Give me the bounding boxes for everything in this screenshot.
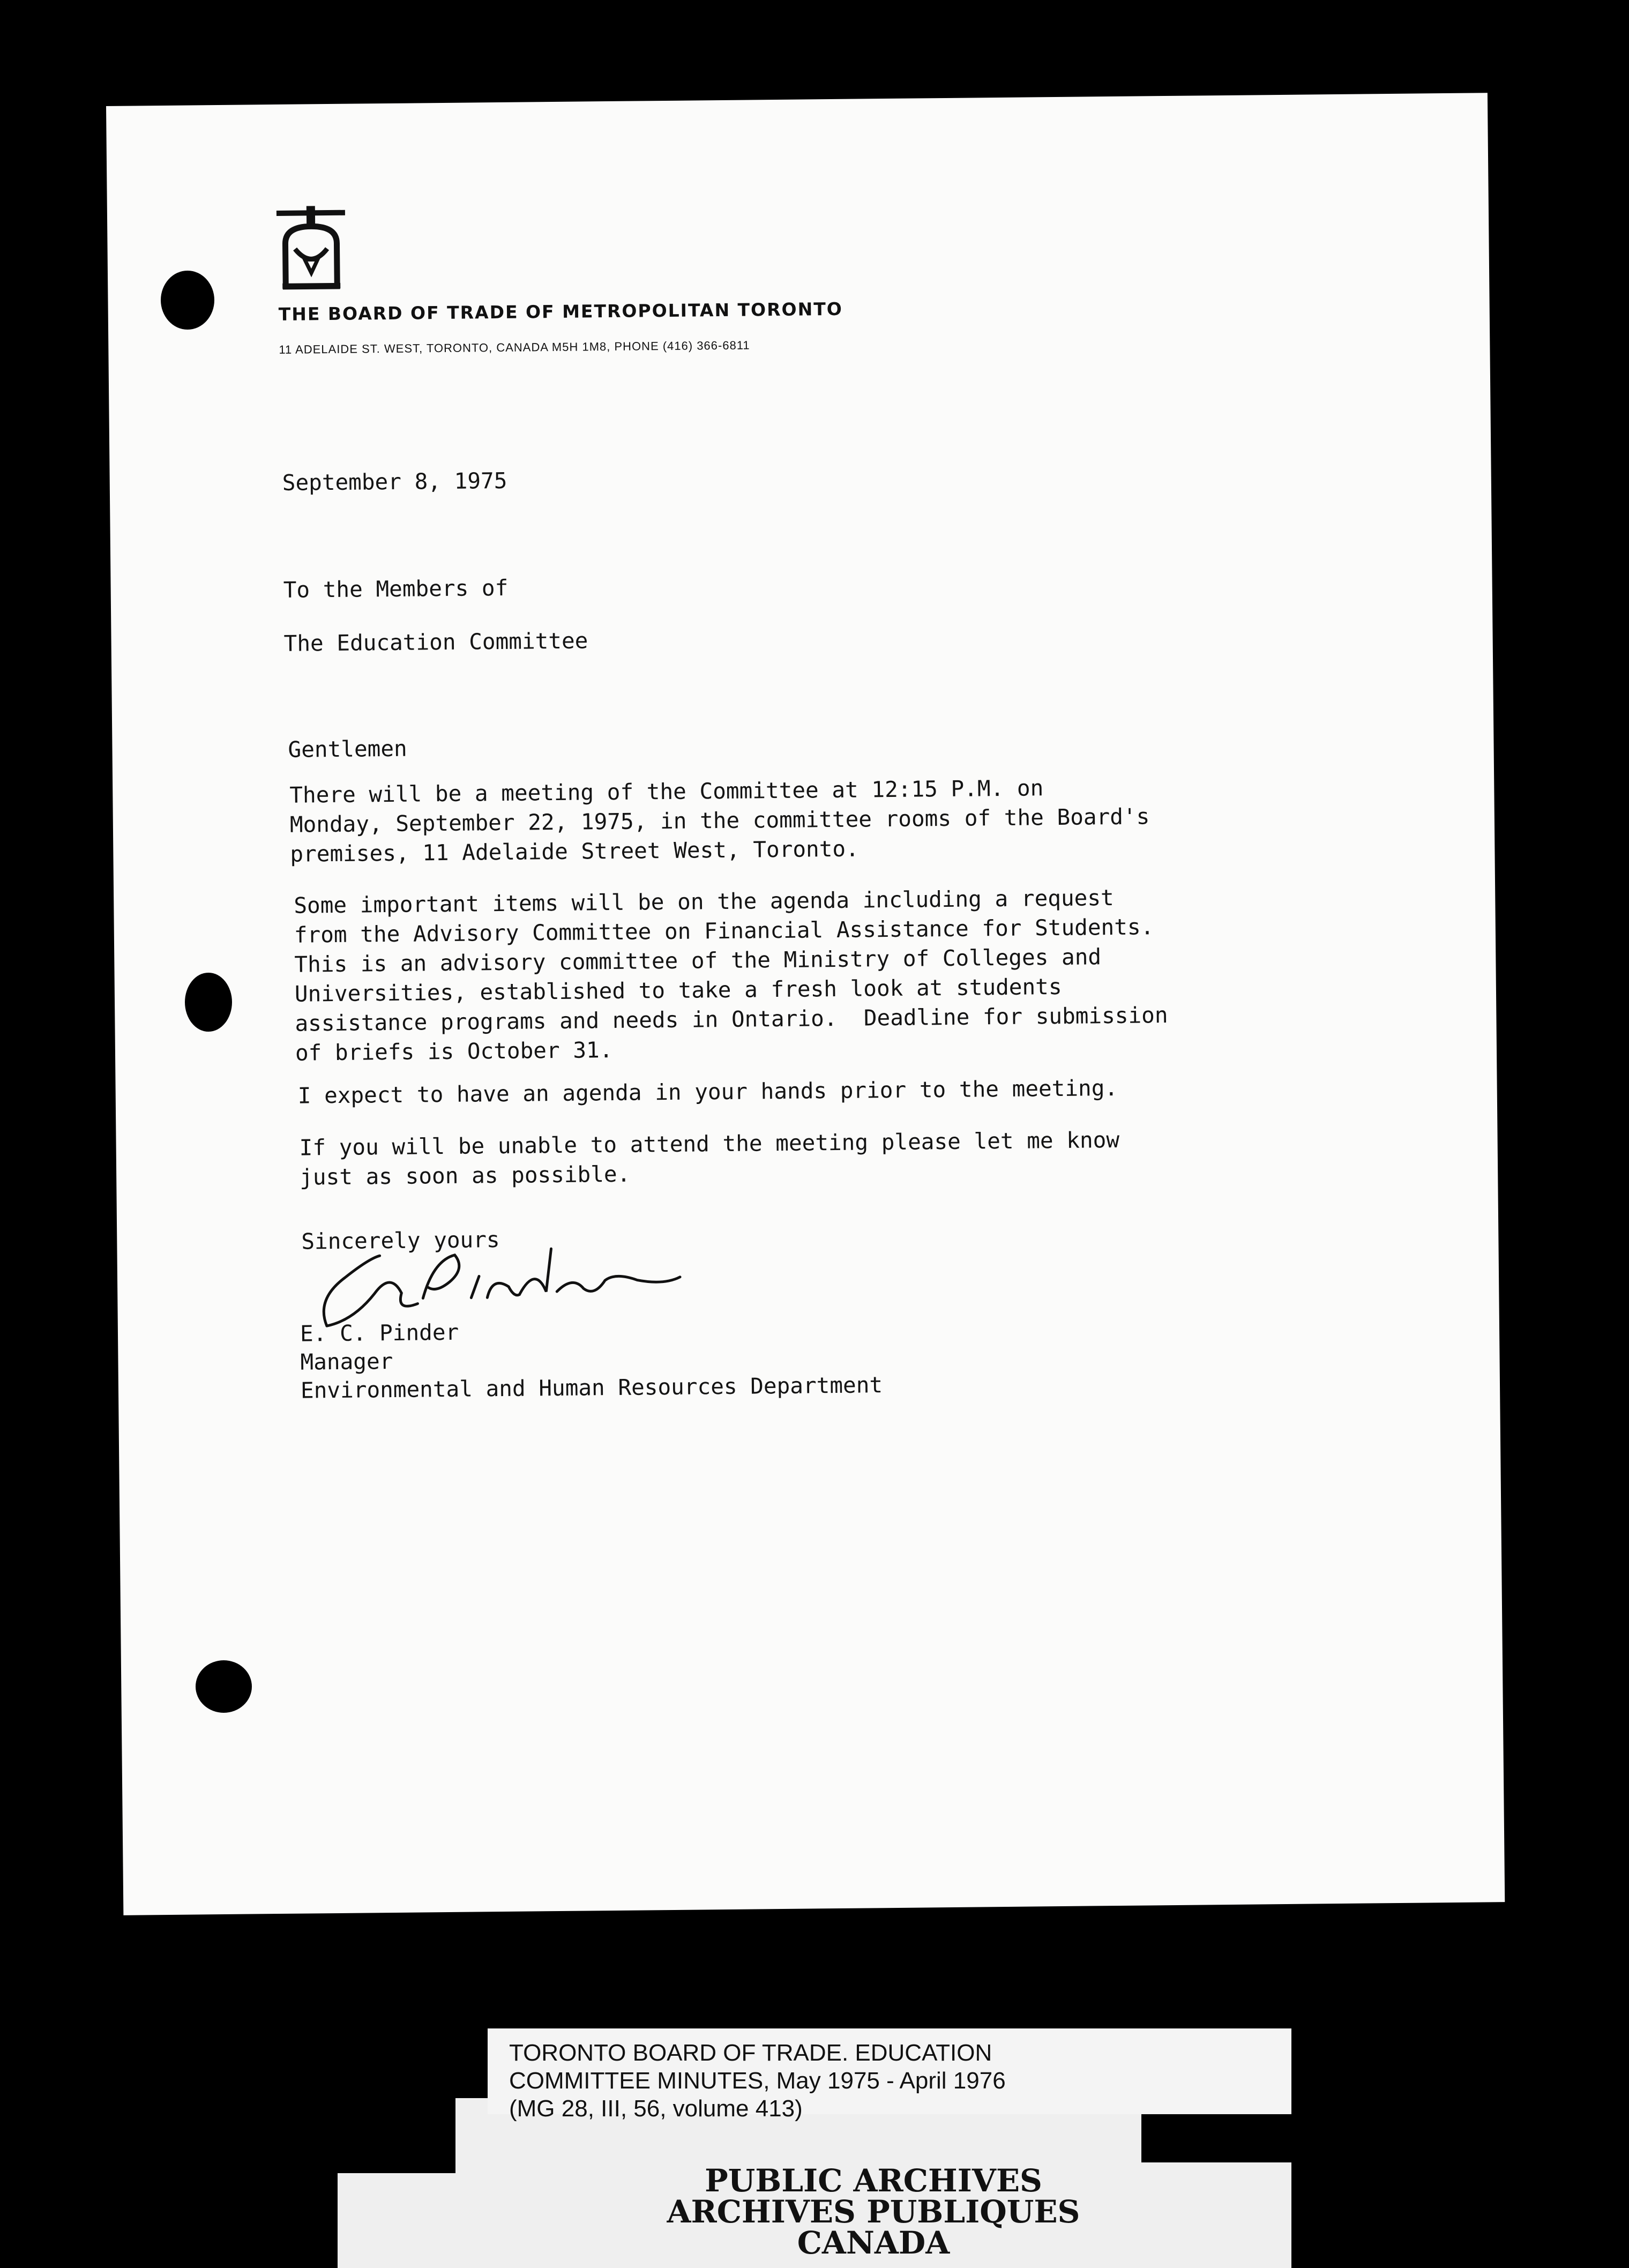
recipient-line-2: The Education Committee [283, 628, 588, 656]
punch-hole-middle [185, 973, 232, 1032]
archives-stamp [606, 2162, 1141, 2261]
paragraph-line: I expect to have an agenda in your hands prior to the meeting. [297, 1075, 1118, 1109]
paragraph-line: of briefs is October 31. [295, 1037, 613, 1066]
paragraph-line: Universities, established to take a fresh look at students [294, 973, 1062, 1007]
archive-label-line: COMMITTEE MINUTES, May 1975 - April 1976 [509, 2068, 1006, 2094]
signer-department: Environmental and Human Resources Department [300, 1372, 883, 1404]
archive-label-line: (MG 28, III, 56, volume 413) [509, 2095, 803, 2122]
paragraph-line: If you will be unable to attend the meeting please let me know [299, 1126, 1120, 1161]
archives-stamp-line: CANADA [797, 2225, 950, 2261]
board-of-trade-logo-icon [273, 206, 349, 292]
signer-name: E. C. Pinder [300, 1319, 459, 1347]
salutation: Gentlemen [288, 735, 407, 763]
signer-title: Manager [300, 1348, 393, 1375]
organization-name: THE BOARD OF TRADE OF METROPOLITAN TORONTO [278, 298, 843, 325]
card-notch-left [338, 2098, 455, 2173]
archives-stamp-line: ARCHIVES PUBLIQUES [667, 2194, 1080, 2230]
paragraph-line: Some important items will be on the agenda including a request [294, 885, 1114, 919]
punch-hole-top [161, 271, 214, 330]
punch-hole-bottom [196, 1660, 252, 1713]
closing: Sincerely yours [301, 1227, 500, 1255]
archives-stamp-line: PUBLIC ARCHIVES [705, 2162, 1042, 2199]
paragraph-line: premises, 11 Adelaide Street West, Toronto. [290, 835, 860, 867]
paragraph-meeting [289, 771, 1308, 869]
paragraph-line: Monday, September 22, 1975, in the committee rooms of the Board's [289, 803, 1150, 838]
paragraph-line: from the Advisory Committee on Financial Assistance for Students. [294, 914, 1154, 948]
recipient-line-1: To the Members of [283, 575, 509, 603]
paragraph-line: There will be a meeting of the Committee at 12:15 P.M. on [289, 775, 1044, 808]
archive-label-line: TORONTO BOARD OF TRADE. EDUCATION [509, 2040, 992, 2066]
organization-address: 11 ADELAIDE ST. WEST, TORONTO, CANADA M5H 1M8, PHONE (416) 366-6811 [279, 338, 750, 356]
paragraph-line: just as soon as possible. [299, 1161, 631, 1190]
letter-page [106, 93, 1505, 1915]
letter-date: September 8, 1975 [282, 467, 507, 496]
paragraph-line: This is an advisory committee of the Ministry of Colleges and [294, 944, 1102, 978]
paragraph-expect-agenda [297, 1071, 1316, 1110]
paragraph-agenda [294, 881, 1313, 1068]
paragraph-line: assistance programs and needs in Ontario. Deadline for submission [295, 1002, 1168, 1036]
archive-label [488, 2028, 1291, 2122]
paragraph-unable-attend [299, 1123, 1318, 1192]
